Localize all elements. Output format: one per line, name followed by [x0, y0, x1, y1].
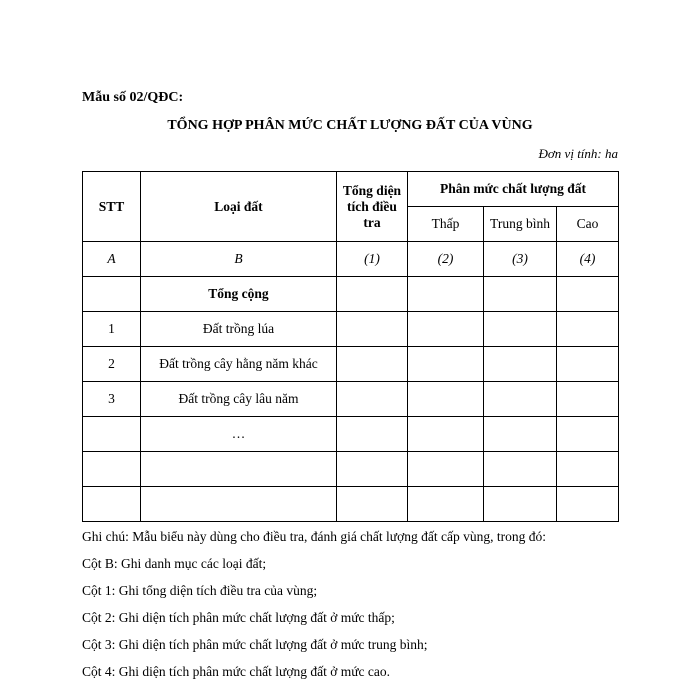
table-row: [83, 417, 619, 452]
value-cell: [408, 382, 484, 417]
table-row: [83, 312, 619, 347]
index-cell: B: [141, 242, 337, 277]
document-title: TỔNG HỢP PHÂN MỨC CHẤT LƯỢNG ĐẤT CỦA VÙNG: [167, 118, 533, 133]
stt-cell: [83, 452, 141, 487]
note-line: Cột 4: Ghi diện tích phân mức chất lượng đất ở mức cao.: [82, 664, 391, 679]
land-type-cell: Tổng cộng: [141, 277, 337, 312]
value-cell: [337, 417, 408, 452]
value-cell: [408, 277, 484, 312]
header-stt: STT: [83, 172, 141, 242]
value-cell: [484, 452, 557, 487]
header-medium: Trung bình: [484, 207, 557, 242]
value-cell: [337, 452, 408, 487]
table-row: [83, 382, 619, 417]
header-land-type: Loại đất: [141, 172, 337, 242]
land-type-cell: [141, 487, 337, 522]
value-cell: [408, 347, 484, 382]
header-total-area: Tổng diện tích điều tra: [337, 172, 408, 242]
index-cell: (3): [484, 242, 557, 277]
unit-label: Đơn vị tính: ha: [538, 146, 618, 161]
note-line: Cột 2: Ghi diện tích phân mức chất lượng đất ở mức thấp;: [82, 610, 395, 625]
value-cell: [337, 347, 408, 382]
value-cell: [408, 312, 484, 347]
header-quality-group: Phân mức chất lượng đất: [408, 172, 619, 207]
stt-cell: 2: [83, 347, 141, 382]
table-row: [83, 487, 619, 522]
form-code: Mẫu số 02/QĐC:: [82, 90, 184, 105]
value-cell: [337, 487, 408, 522]
value-cell: [557, 312, 619, 347]
value-cell: [337, 382, 408, 417]
value-cell: [484, 277, 557, 312]
note-line: Ghi chú: Mẫu biểu này dùng cho điều tra, đánh giá chất lượng đất cấp vùng, trong đó:: [82, 529, 546, 544]
note-line: Cột 3: Ghi diện tích phân mức chất lượng đất ở mức trung bình;: [82, 637, 428, 652]
notes-section: [82, 523, 546, 685]
land-type-cell: Đất trồng cây hằng năm khác: [141, 347, 337, 382]
value-cell: [557, 487, 619, 522]
stt-cell: 3: [83, 382, 141, 417]
value-cell: [484, 347, 557, 382]
header-low: Thấp: [408, 207, 484, 242]
table-row: [83, 347, 619, 382]
quality-summary-table: [82, 171, 619, 522]
value-cell: [557, 452, 619, 487]
stt-cell: [83, 277, 141, 312]
land-type-cell: [141, 452, 337, 487]
table-row: [83, 452, 619, 487]
index-cell: A: [83, 242, 141, 277]
land-type-cell: Đất trồng cây lâu năm: [141, 382, 337, 417]
value-cell: [484, 382, 557, 417]
header-high: Cao: [557, 207, 619, 242]
index-cell: (2): [408, 242, 484, 277]
value-cell: [557, 277, 619, 312]
value-cell: [408, 452, 484, 487]
value-cell: [484, 487, 557, 522]
index-cell: (4): [557, 242, 619, 277]
value-cell: [408, 487, 484, 522]
index-cell: (1): [337, 242, 408, 277]
stt-cell: [83, 417, 141, 452]
column-index-row: [83, 242, 619, 277]
table-row-total: [83, 277, 619, 312]
value-cell: [557, 382, 619, 417]
land-type-cell: …: [141, 417, 337, 452]
note-line: Cột B: Ghi danh mục các loại đất;: [82, 556, 267, 571]
stt-cell: [83, 487, 141, 522]
table-header-row: [83, 172, 619, 207]
note-line: Cột 1: Ghi tổng diện tích điều tra của vùng;: [82, 583, 318, 598]
value-cell: [484, 312, 557, 347]
value-cell: [557, 417, 619, 452]
land-type-cell: Đất trồng lúa: [141, 312, 337, 347]
value-cell: [337, 312, 408, 347]
value-cell: [337, 277, 408, 312]
value-cell: [557, 347, 619, 382]
value-cell: [484, 417, 557, 452]
value-cell: [408, 417, 484, 452]
stt-cell: 1: [83, 312, 141, 347]
